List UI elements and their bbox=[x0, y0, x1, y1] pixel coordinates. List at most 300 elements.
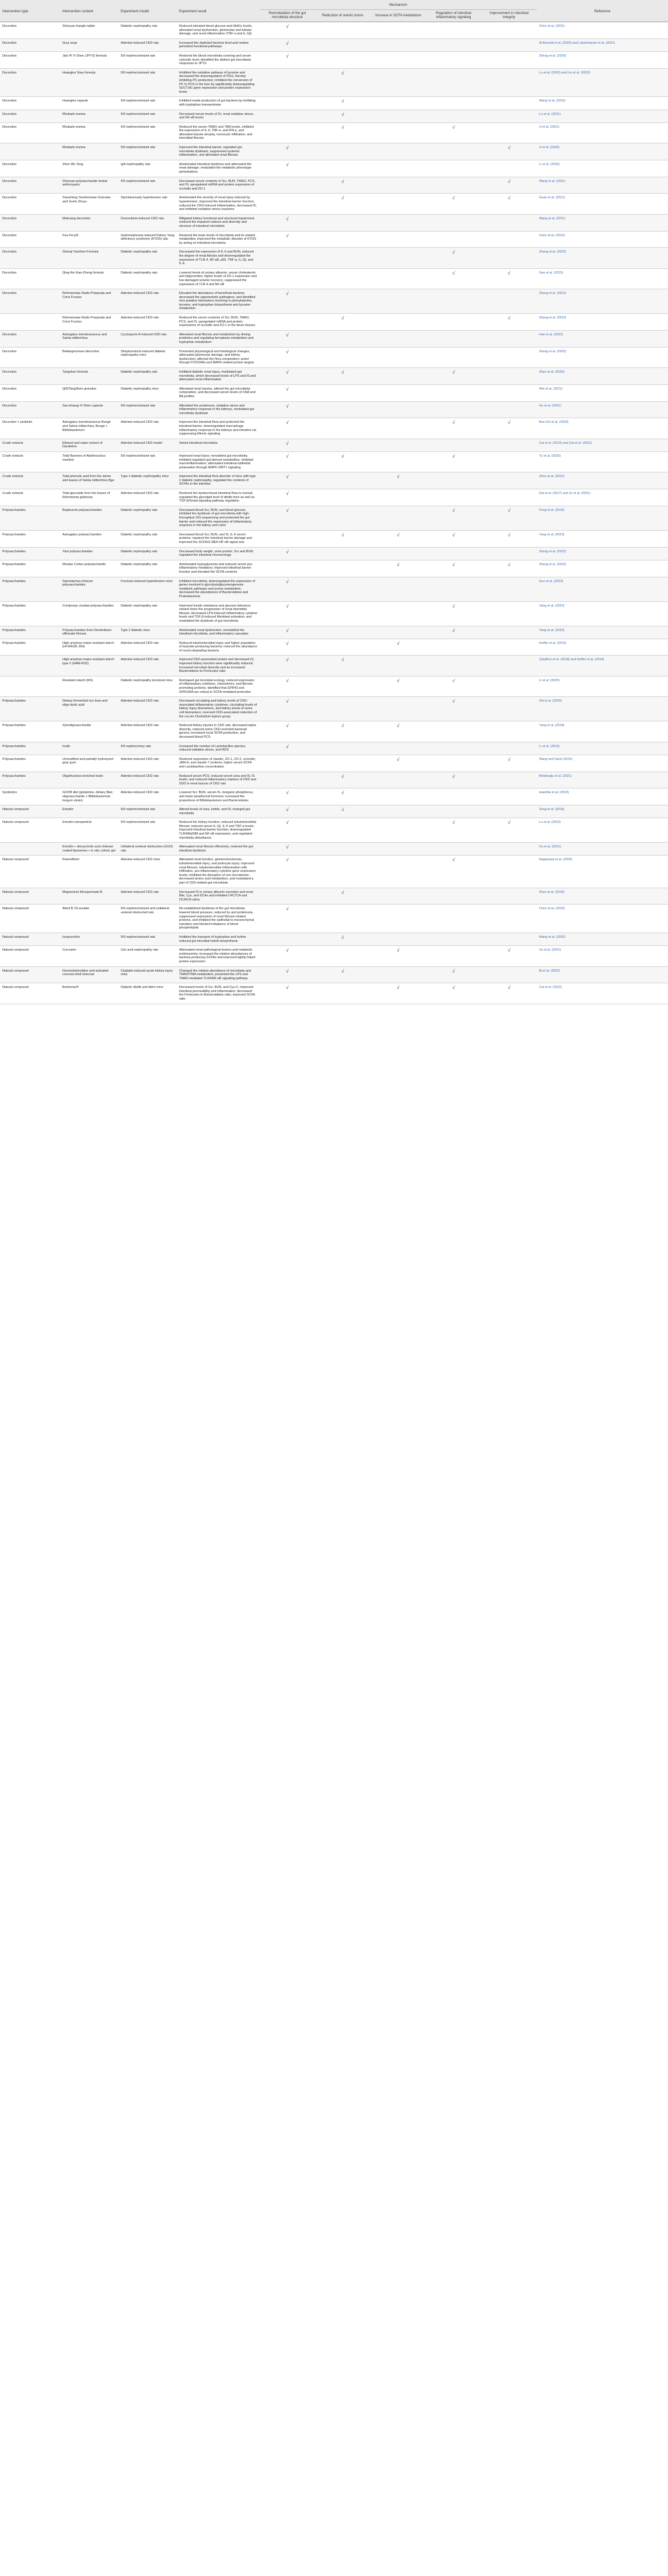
check-microbiota bbox=[260, 626, 315, 639]
table-row bbox=[0, 194, 668, 214]
check-microbiota bbox=[260, 560, 315, 577]
check-icon: √ bbox=[341, 889, 344, 895]
check-inflammatory-signaling bbox=[426, 639, 481, 656]
table-container bbox=[0, 0, 668, 1004]
cell-reference-link[interactable]: Al Amoudi et al. (2020) and Lakshmanan et al. (2021) bbox=[537, 38, 668, 51]
check-intestinal-integrity bbox=[481, 384, 537, 401]
check-uremic-toxins bbox=[315, 530, 370, 547]
cell-experiment-model: 5/6 nephrectomized rats bbox=[118, 401, 177, 418]
cell-experiment-result: Lowered Scr, BUN, serum IS, inorganic phosphorus, and lower parathyroid hormone; increased the proportions of Bifidobacterium and Bacteroidetes bbox=[177, 788, 260, 805]
check-uremic-toxins bbox=[315, 472, 370, 489]
cell-experiment-result: Alleviated renal fibrosis and metabolism by driving probiotics and regulating ferroptosis metabolism and tryptophan metabolism bbox=[177, 330, 260, 347]
check-scfa bbox=[370, 577, 426, 601]
check-scfa bbox=[370, 772, 426, 788]
cell-experiment-result: Reshaped gut microbial ecology, reduced expression of inflammatory cytokines, chemokines, and fibrosis-promoting proteins; identified that GPR43 and GPR109A are critical to SCFA-mediated protection bbox=[177, 676, 260, 696]
check-scfa bbox=[370, 742, 426, 755]
cell-intervention-content: Emodin + deoxycholic acid chitosan coated liposomes + in situ colonic gel bbox=[60, 843, 118, 856]
check-icon: √ bbox=[286, 579, 289, 584]
cell-intervention-type: Synbiotics bbox=[0, 788, 60, 805]
check-scfa bbox=[370, 755, 426, 772]
table-row bbox=[0, 742, 668, 755]
cell-intervention-type: Polysaccharides bbox=[0, 755, 60, 772]
check-inflammatory-signaling bbox=[426, 347, 481, 367]
cell-reference-link[interactable]: Wang et al. (2020) bbox=[537, 933, 668, 945]
cell-intervention-content: Emodin bbox=[60, 805, 118, 818]
check-intestinal-integrity bbox=[481, 983, 537, 1004]
check-uremic-toxins bbox=[315, 418, 370, 439]
cell-experiment-result: Decreased the expression of IL-6 and BUN, reduced the degree of renal fibrosis and downregulated the expression of TLR-4, NF-κB, p65, TNF-α, IL-1β, and IL-6 bbox=[177, 248, 260, 268]
cell-intervention-content: Shenyan polysaccharide herbal anthocyanin bbox=[60, 177, 118, 194]
cell-reference-link[interactable]: Shi et al. (2020) bbox=[537, 697, 668, 721]
cell-reference-link[interactable]: Lu et al. (2023) bbox=[537, 818, 668, 843]
cell-experiment-model: Diabetic nephropathy rats bbox=[118, 560, 177, 577]
cell-reference-link[interactable]: Ji et al. (2021) bbox=[537, 122, 668, 143]
cell-intervention-type: Natural compound bbox=[0, 966, 60, 983]
table-row bbox=[0, 676, 668, 696]
cell-reference-link[interactable]: Feng et al. (2019) bbox=[537, 506, 668, 530]
cell-experiment-model: 5/6 nephrectomized rats bbox=[118, 805, 177, 818]
check-uremic-toxins bbox=[315, 22, 370, 39]
check-scfa bbox=[370, 439, 426, 451]
cell-intervention-type: Decoction bbox=[0, 38, 60, 51]
cell-reference-link[interactable]: Gao et al. (2023) bbox=[537, 268, 668, 289]
check-inflammatory-signaling bbox=[426, 888, 481, 905]
cell-experiment-result: Inhibited the transport of tryptophan and further reduced gut microbial indole biosynthesis bbox=[177, 933, 260, 945]
table-row bbox=[0, 122, 668, 143]
check-inflammatory-signaling bbox=[426, 933, 481, 945]
table-row bbox=[0, 177, 668, 194]
cell-intervention-content: Xylooligosaccharide bbox=[60, 721, 118, 742]
check-scfa bbox=[370, 314, 426, 331]
cell-reference-link[interactable]: Zhang et al. (2022) bbox=[537, 248, 668, 268]
cell-intervention-type bbox=[0, 676, 60, 696]
header-mechanism-microbiota: Remodulation of the gut microbiota structure bbox=[260, 10, 315, 22]
check-icon: √ bbox=[452, 270, 455, 276]
check-scfa bbox=[370, 676, 426, 696]
cell-reference-link[interactable]: Chen et al. (2020) bbox=[537, 905, 668, 933]
cell-reference-link[interactable]: Chen et al. (2016) bbox=[537, 231, 668, 248]
check-intestinal-integrity bbox=[481, 843, 537, 856]
table-row bbox=[0, 68, 668, 97]
cell-reference-link[interactable]: Zheng et al. (2020) bbox=[537, 51, 668, 68]
check-scfa bbox=[370, 506, 426, 530]
check-inflammatory-signaling bbox=[426, 656, 481, 676]
check-inflammatory-signaling bbox=[426, 439, 481, 451]
cell-intervention-type: Decoction bbox=[0, 268, 60, 289]
check-inflammatory-signaling bbox=[426, 601, 481, 626]
check-uremic-toxins bbox=[315, 68, 370, 97]
check-uremic-toxins bbox=[315, 818, 370, 843]
cell-experiment-model: Diabetic nephropathy mice bbox=[118, 384, 177, 401]
check-intestinal-integrity bbox=[481, 601, 537, 626]
check-scfa bbox=[370, 818, 426, 843]
table-row bbox=[0, 160, 668, 177]
check-intestinal-integrity bbox=[481, 905, 537, 933]
check-icon: √ bbox=[452, 857, 455, 863]
check-microbiota bbox=[260, 97, 315, 110]
cell-reference-link[interactable]: Zhang et al. (2021) bbox=[537, 289, 668, 314]
check-intestinal-integrity bbox=[481, 214, 537, 231]
cell-experiment-result: Varied intestinal microbiota bbox=[177, 439, 260, 451]
cell-reference-link[interactable]: Zybylkov et al. (2018) and Kieffer et al. (2016) bbox=[537, 656, 668, 676]
check-uremic-toxins bbox=[315, 856, 370, 888]
check-icon: √ bbox=[286, 386, 289, 392]
cell-intervention-type: Decoction bbox=[0, 214, 60, 231]
check-microbiota bbox=[260, 22, 315, 39]
check-microbiota bbox=[260, 905, 315, 933]
check-uremic-toxins bbox=[315, 177, 370, 194]
check-scfa bbox=[370, 530, 426, 547]
cell-reference-link[interactable]: Han et al. (2022) bbox=[537, 330, 668, 347]
cell-experiment-result: Restored the blood microbiota covering and serum cytosolic level, identified the distinct gut microbiota responses to JPYS bbox=[177, 51, 260, 68]
check-intestinal-integrity bbox=[481, 697, 537, 721]
check-scfa bbox=[370, 122, 426, 143]
cell-reference-link[interactable]: Yang et al. (2022) bbox=[537, 601, 668, 626]
cell-experiment-result: Inhibited microbiota; downregulated the expression of genes involved in glycolysis/gluconeogenesis metabolic pathways and purine metabolism; decreased the abundances of Bacteroidetes and Proteobacteria bbox=[177, 577, 260, 601]
cell-reference-link[interactable]: Dai et al. (2017) and Ju et al. (2021) bbox=[537, 489, 668, 506]
cell-intervention-content: Total phenolic acid from the stems and leaves of Salvia miltiorrhiza Bge bbox=[60, 472, 118, 489]
check-scfa bbox=[370, 489, 426, 506]
cell-reference-link[interactable]: Kieffer et al. (2016) bbox=[537, 639, 668, 656]
check-uremic-toxins bbox=[315, 160, 370, 177]
table-row bbox=[0, 560, 668, 577]
table-row bbox=[0, 547, 668, 560]
cell-reference-link[interactable]: Guo et al. (2023) bbox=[537, 577, 668, 601]
cell-experiment-result: Alleviated renal function, glomerulosclerosis, tubulointerstitial injury, and podocyte injury; improved renal fibrosis; tubulointerstitial inflammation with infiltration, pro-inflammatory cytokine gene expression levels; inhibited the disruption of non-microbiome; decreased amino acid metabolism, and modulated a part of CKD-related gut microbiota bbox=[177, 856, 260, 888]
table-row bbox=[0, 788, 668, 805]
table-row bbox=[0, 805, 668, 818]
check-intestinal-integrity bbox=[481, 755, 537, 772]
check-icon: √ bbox=[452, 628, 455, 633]
cell-intervention-type: Decoction bbox=[0, 68, 60, 97]
check-inflammatory-signaling bbox=[426, 401, 481, 418]
cell-intervention-content: Dietary fermented rice bran and oligo-lactic acid bbox=[60, 697, 118, 721]
check-inflammatory-signaling bbox=[426, 68, 481, 97]
cell-reference-link[interactable]: Yang et al. (2023) bbox=[537, 530, 668, 547]
cell-reference-link[interactable]: Yang et al. (2020) bbox=[537, 626, 668, 639]
cell-intervention-content: Rhubarb enema bbox=[60, 122, 118, 143]
check-inflammatory-signaling bbox=[426, 843, 481, 856]
cell-reference-link[interactable]: Li et al. (2020) bbox=[537, 676, 668, 696]
check-inflammatory-signaling bbox=[426, 856, 481, 888]
check-inflammatory-signaling bbox=[426, 530, 481, 547]
cell-reference-link[interactable]: Bi et al. (2022) bbox=[537, 966, 668, 983]
cell-intervention-content: Unmodified and partially hydrolyzed guar gum bbox=[60, 755, 118, 772]
check-icon: √ bbox=[341, 70, 344, 76]
cell-experiment-result: Improved the intestinal flora disorder of mice with type 2 diabetic nephropathy, regulated the contents of SCFAs in the intestine bbox=[177, 472, 260, 489]
check-scfa bbox=[370, 268, 426, 289]
cell-reference-link[interactable]: Lu et al. (2020) and Liu et al. (2023) bbox=[537, 68, 668, 97]
check-scfa bbox=[370, 330, 426, 347]
cell-intervention-type: Decoction bbox=[0, 22, 60, 39]
check-icon: √ bbox=[286, 507, 289, 513]
check-icon: √ bbox=[341, 968, 344, 974]
cell-experiment-model: 5/6 nephrectomized rats bbox=[118, 933, 177, 945]
check-scfa bbox=[370, 966, 426, 983]
cell-intervention-type: Polysaccharides bbox=[0, 626, 60, 639]
cell-reference-link[interactable]: Zhang et al. (2022) bbox=[537, 347, 668, 367]
cell-experiment-result: Attenuated renal pathological lesions and metabolic endotoxemia; increased the relative abundances of bacteria producing SCFAs and improved tightly linked protein expression bbox=[177, 946, 260, 966]
cell-experiment-result: Inhibited the oxidative pathway of tyrosine and decreased the downregulation of PGS, thereby inhibiting PC production; inhibited the conversion of PC to PCS in the liver by significantly downregulating SULT1A1 gene expression and protein expression levels bbox=[177, 68, 260, 97]
check-microbiota bbox=[260, 160, 315, 177]
cell-reference-link[interactable]: Iwashita et al. (2018) bbox=[537, 788, 668, 805]
check-icon: √ bbox=[286, 162, 289, 167]
check-microbiota bbox=[260, 506, 315, 530]
header-intervention-type: Intervention type bbox=[0, 0, 60, 22]
check-icon: √ bbox=[286, 370, 289, 375]
check-scfa bbox=[370, 97, 426, 110]
cell-reference-link[interactable]: Ji et al. (2020) bbox=[537, 143, 668, 160]
cell-experiment-model: Adenine-induced CKD rats bbox=[118, 418, 177, 439]
check-icon: √ bbox=[508, 507, 510, 513]
cell-reference-link[interactable]: Wang et al. (2021) bbox=[537, 177, 668, 194]
cell-reference-link[interactable]: Zhou et al. (2021) bbox=[537, 472, 668, 489]
header-mechanism-inflammatory-signaling: Regulation of intestinal inflammatory signaling bbox=[426, 10, 481, 22]
header-mechanism: Mechanism bbox=[260, 0, 537, 10]
check-uremic-toxins bbox=[315, 231, 370, 248]
check-microbiota bbox=[260, 368, 315, 385]
check-microbiota bbox=[260, 38, 315, 51]
cell-experiment-result: Attenuated renal fibrosis effectively; restored the gut intestinal dysbiosis bbox=[177, 843, 260, 856]
check-intestinal-integrity bbox=[481, 626, 537, 639]
cell-experiment-result: Increased the depleted bacteria level and restore perturbed functional pathways bbox=[177, 38, 260, 51]
check-scfa bbox=[370, 451, 426, 472]
check-icon: √ bbox=[286, 349, 289, 355]
check-inflammatory-signaling bbox=[426, 506, 481, 530]
check-intestinal-integrity bbox=[481, 439, 537, 451]
cell-experiment-result: Restored the dysfunctional intestinal flora to normal; regulated the glycolipid level of db/db mice as well as TGF-β/Smad signaling pathway regulation bbox=[177, 489, 260, 506]
check-microbiota bbox=[260, 697, 315, 721]
cell-reference-link[interactable]: Guan et al. (2021) bbox=[537, 194, 668, 214]
cell-intervention-content: High-amylose maize resistant starch type 2 (HAM-RS2) bbox=[60, 656, 118, 676]
cell-reference-link[interactable]: Wang et al. (2023) bbox=[537, 97, 668, 110]
cell-intervention-type bbox=[0, 656, 60, 676]
cell-experiment-model: Adenine-induced CKD rats bbox=[118, 656, 177, 676]
cell-experiment-model: 5/6 nephrectomized rats bbox=[118, 451, 177, 472]
check-microbiota bbox=[260, 314, 315, 331]
cell-intervention-content: QiDiTangShen granules bbox=[60, 384, 118, 401]
cell-intervention-type: Crude extracts bbox=[0, 472, 60, 489]
check-intestinal-integrity bbox=[481, 143, 537, 160]
table-row bbox=[0, 401, 668, 418]
cell-reference-link[interactable]: Chen et al. (2021) bbox=[537, 22, 668, 39]
check-icon: √ bbox=[286, 491, 289, 497]
check-inflammatory-signaling bbox=[426, 742, 481, 755]
cell-experiment-model: 5/6 nephrectomized rats bbox=[118, 818, 177, 843]
check-intestinal-integrity bbox=[481, 742, 537, 755]
cell-reference-link[interactable]: Li et al. (2020) bbox=[537, 160, 668, 177]
check-icon: √ bbox=[286, 603, 289, 609]
check-microbiota bbox=[260, 983, 315, 1004]
check-microbiota bbox=[260, 843, 315, 856]
cell-reference-link[interactable]: Zeng et al. (2016) bbox=[537, 805, 668, 818]
cell-experiment-model: Diabetic db/db and db/m mice bbox=[118, 983, 177, 1004]
cell-intervention-type: Decoction bbox=[0, 330, 60, 347]
check-icon: √ bbox=[286, 453, 289, 459]
cell-reference-link[interactable]: Xu et al. (2021) bbox=[537, 946, 668, 966]
cell-experiment-result: Re-established dysbiosis of the gut microbiota, lowered blood pressure, reduced by and proteinuria, suppressed expression of renal fibrosis-related proteins, and inhibited the epithelial-to-mesenchymal transition and blocked imbalance of blood phospholipids bbox=[177, 905, 260, 933]
cell-intervention-content: Oligofructose-enriched inulin bbox=[60, 772, 118, 788]
cell-reference-link[interactable]: Zhang et al. (2022) bbox=[537, 547, 668, 560]
check-intestinal-integrity bbox=[481, 97, 537, 110]
cell-experiment-result: Inhibited diabetic renal injury, modulated gut microbiota, which decreased levels of LPS and IS and attenuated renal inflammation bbox=[177, 368, 260, 385]
check-inflammatory-signaling bbox=[426, 560, 481, 577]
check-intestinal-integrity bbox=[481, 530, 537, 547]
cell-experiment-model: Adenine-induced CKD mice bbox=[118, 856, 177, 888]
cell-experiment-model: Hydronephrosis-induced Kidney Yang deficiency syndrome (KYDS) rats bbox=[118, 231, 177, 248]
table-row bbox=[0, 248, 668, 268]
cell-reference-link[interactable]: Xu et al. (2021) bbox=[537, 843, 668, 856]
check-inflammatory-signaling bbox=[426, 177, 481, 194]
cell-reference-link[interactable]: Tu et al. (2020) bbox=[537, 451, 668, 472]
cell-experiment-result: Mitigated kidney functional and structural impairment, restored the impaired cultures and diversity and structure of intestinal microbiota bbox=[177, 214, 260, 231]
check-scfa bbox=[370, 656, 426, 676]
check-icon: √ bbox=[452, 195, 455, 201]
check-icon: √ bbox=[452, 250, 455, 255]
cell-reference-link[interactable]: Yang et al. (2018) bbox=[537, 721, 668, 742]
cell-reference-link[interactable]: Zhao et al. (2020) bbox=[537, 368, 668, 385]
check-uremic-toxins bbox=[315, 805, 370, 818]
cell-experiment-model: IgA nephropathy rats bbox=[118, 160, 177, 177]
cell-reference-link[interactable]: Zhang et al. (2023) bbox=[537, 314, 668, 331]
cell-experiment-model: 5/6 nephrectomized rats bbox=[118, 122, 177, 143]
check-intestinal-integrity bbox=[481, 160, 537, 177]
check-inflammatory-signaling bbox=[426, 966, 481, 983]
check-scfa bbox=[370, 983, 426, 1004]
check-microbiota bbox=[260, 946, 315, 966]
cell-experiment-model: Diabetic nephropathy rats bbox=[118, 248, 177, 268]
table-row bbox=[0, 888, 668, 905]
check-uremic-toxins bbox=[315, 888, 370, 905]
header-mechanism-intestinal-integrity: Improvement in intestinal integrity bbox=[481, 10, 537, 22]
cell-experiment-result: Improved insulin resistance and glucose tolerance; slowed down the progression of renal interstitial fibrosis; decreased LPS-induced inflammatory cytokine levels and TGF-β-induced fibroblast activation; and modulated the dysbiosis of gut microbiota bbox=[177, 601, 260, 626]
check-uremic-toxins bbox=[315, 788, 370, 805]
check-inflammatory-signaling bbox=[426, 22, 481, 39]
check-scfa bbox=[370, 856, 426, 888]
check-uremic-toxins bbox=[315, 51, 370, 68]
check-icon: √ bbox=[341, 99, 344, 104]
check-icon: √ bbox=[341, 723, 344, 729]
cell-intervention-type bbox=[0, 314, 60, 331]
table-row bbox=[0, 577, 668, 601]
check-inflammatory-signaling bbox=[426, 772, 481, 788]
cell-reference-link[interactable]: Cai et al. (2022) bbox=[537, 983, 668, 1004]
check-microbiota bbox=[260, 194, 315, 214]
cell-reference-link[interactable]: Melekoglu et al. (2021) bbox=[537, 772, 668, 788]
cell-experiment-result: Lowered levels of urinary albumin, serum cholesterols and triglycerides; higher levels of ZO-1 expression and low-damaged volume recovery; suppressed the expression of TLR-4 and NF-κB bbox=[177, 268, 260, 289]
check-icon: √ bbox=[286, 440, 289, 446]
cell-reference-link[interactable]: Hu et al. (2021) bbox=[537, 401, 668, 418]
check-scfa bbox=[370, 805, 426, 818]
check-intestinal-integrity bbox=[481, 401, 537, 418]
check-uremic-toxins bbox=[315, 905, 370, 933]
intervention-table bbox=[0, 0, 668, 1004]
cell-experiment-result: Decreased serum levels of IS, renal oxidative stress, and NF-κB levels bbox=[177, 110, 260, 122]
check-scfa bbox=[370, 472, 426, 489]
cell-experiment-result: Prevented physiological and histological changes; attenuated glomerular damage, and kidney dysfunction; affected the flora composition; acted through FOXO/Akt and MAPK-related protein targets bbox=[177, 347, 260, 367]
cell-reference-link[interactable]: Li et al. (2019) bbox=[537, 742, 668, 755]
table-row bbox=[0, 946, 668, 966]
check-microbiota bbox=[260, 755, 315, 772]
cell-reference-link[interactable]: Lu et al. (2021) bbox=[537, 110, 668, 122]
cell-intervention-content: San-Huang-Yi-Shen capsule bbox=[60, 401, 118, 418]
check-icon: √ bbox=[397, 723, 400, 729]
cell-intervention-content: Berberine® bbox=[60, 983, 118, 1004]
cell-reference-link[interactable]: Wang et al. (2021) bbox=[537, 214, 668, 231]
check-icon: √ bbox=[286, 948, 289, 954]
check-icon: √ bbox=[452, 124, 455, 130]
cell-experiment-result: Ameliorated hyperglycemia and reduced serum pro-inflammatory mediators; improved intestinal barrier function and elevated the SCFA contents bbox=[177, 560, 260, 577]
cell-experiment-model: Adenine-induced CKD rats bbox=[118, 697, 177, 721]
check-scfa bbox=[370, 697, 426, 721]
check-uremic-toxins bbox=[315, 742, 370, 755]
cell-reference-link[interactable]: Zhang et al. (2022) bbox=[537, 560, 668, 577]
cell-reference-link[interactable]: Cai et al. (2019) and Cai et al. (2021) bbox=[537, 439, 668, 451]
table-row bbox=[0, 368, 668, 385]
check-scfa bbox=[370, 160, 426, 177]
check-icon: √ bbox=[397, 756, 400, 762]
header-mechanism-scfa: Increase in SCFA metabolism bbox=[370, 10, 426, 22]
cell-intervention-content: Total flavones of Abelmoschus manihot bbox=[60, 451, 118, 472]
check-icon: √ bbox=[452, 699, 455, 705]
cell-reference-link[interactable]: Ban Chi et al. (2020) bbox=[537, 418, 668, 439]
check-inflammatory-signaling bbox=[426, 330, 481, 347]
check-inflammatory-signaling bbox=[426, 143, 481, 160]
check-icon: √ bbox=[452, 562, 455, 567]
check-icon: √ bbox=[286, 291, 289, 297]
cell-experiment-model: Adenine-induced CKD rats bbox=[118, 788, 177, 805]
cell-reference-link[interactable]: Wei et al. (2021) bbox=[537, 384, 668, 401]
check-intestinal-integrity bbox=[481, 577, 537, 601]
check-scfa bbox=[370, 214, 426, 231]
check-scfa bbox=[370, 788, 426, 805]
cell-intervention-type: Decoction bbox=[0, 122, 60, 143]
check-icon: √ bbox=[508, 562, 510, 567]
cell-intervention-content: Qing-Re-Xiao-Zheng formula bbox=[60, 268, 118, 289]
check-microbiota bbox=[260, 143, 315, 160]
cell-experiment-model: Diabetic nephropathy rats bbox=[118, 368, 177, 385]
cell-intervention-content: Total glycoside from the leaves of Rehmannia glutinosa bbox=[60, 489, 118, 506]
check-icon: √ bbox=[286, 24, 289, 29]
check-intestinal-integrity bbox=[481, 888, 537, 905]
table-row bbox=[0, 856, 668, 888]
check-microbiota bbox=[260, 933, 315, 945]
cell-reference-link[interactable]: Wang and Vaziri (2019) bbox=[537, 755, 668, 772]
table-header bbox=[0, 0, 668, 22]
cell-experiment-model: Adenine-induced CKD rats bbox=[118, 888, 177, 905]
cell-reference-link[interactable]: Nagasawa et al. (2020) bbox=[537, 856, 668, 888]
cell-reference-link[interactable]: Zhao et al. (2019) bbox=[537, 888, 668, 905]
cell-intervention-content: Paeoniflorin bbox=[60, 856, 118, 888]
check-microbiota bbox=[260, 418, 315, 439]
check-inflammatory-signaling bbox=[426, 231, 481, 248]
check-intestinal-integrity bbox=[481, 547, 537, 560]
table-row bbox=[0, 772, 668, 788]
check-scfa bbox=[370, 547, 426, 560]
check-uremic-toxins bbox=[315, 110, 370, 122]
table-row bbox=[0, 110, 668, 122]
cell-experiment-result: Decreased circulating and kidney levels of CKD-associated inflammatory cytokines, circulating levels of kidney injury biomarkers, and kidney levels of some cell biomarkers; reversed CKD-associated reduction of the cecum Clostridium leptum group bbox=[177, 697, 260, 721]
cell-experiment-result: Decreased blood Scr, BUN, and IS, IL-6 serum proteins; repaired the intestinal barrier damage and improved the SCFA/G-MEK-NF-κB signal axis bbox=[177, 530, 260, 547]
check-inflammatory-signaling bbox=[426, 818, 481, 843]
check-icon: √ bbox=[286, 233, 289, 239]
check-icon: √ bbox=[341, 124, 344, 130]
check-scfa bbox=[370, 68, 426, 97]
check-icon: √ bbox=[452, 603, 455, 609]
check-scfa bbox=[370, 110, 426, 122]
check-icon: √ bbox=[286, 820, 289, 826]
check-uremic-toxins bbox=[315, 506, 370, 530]
